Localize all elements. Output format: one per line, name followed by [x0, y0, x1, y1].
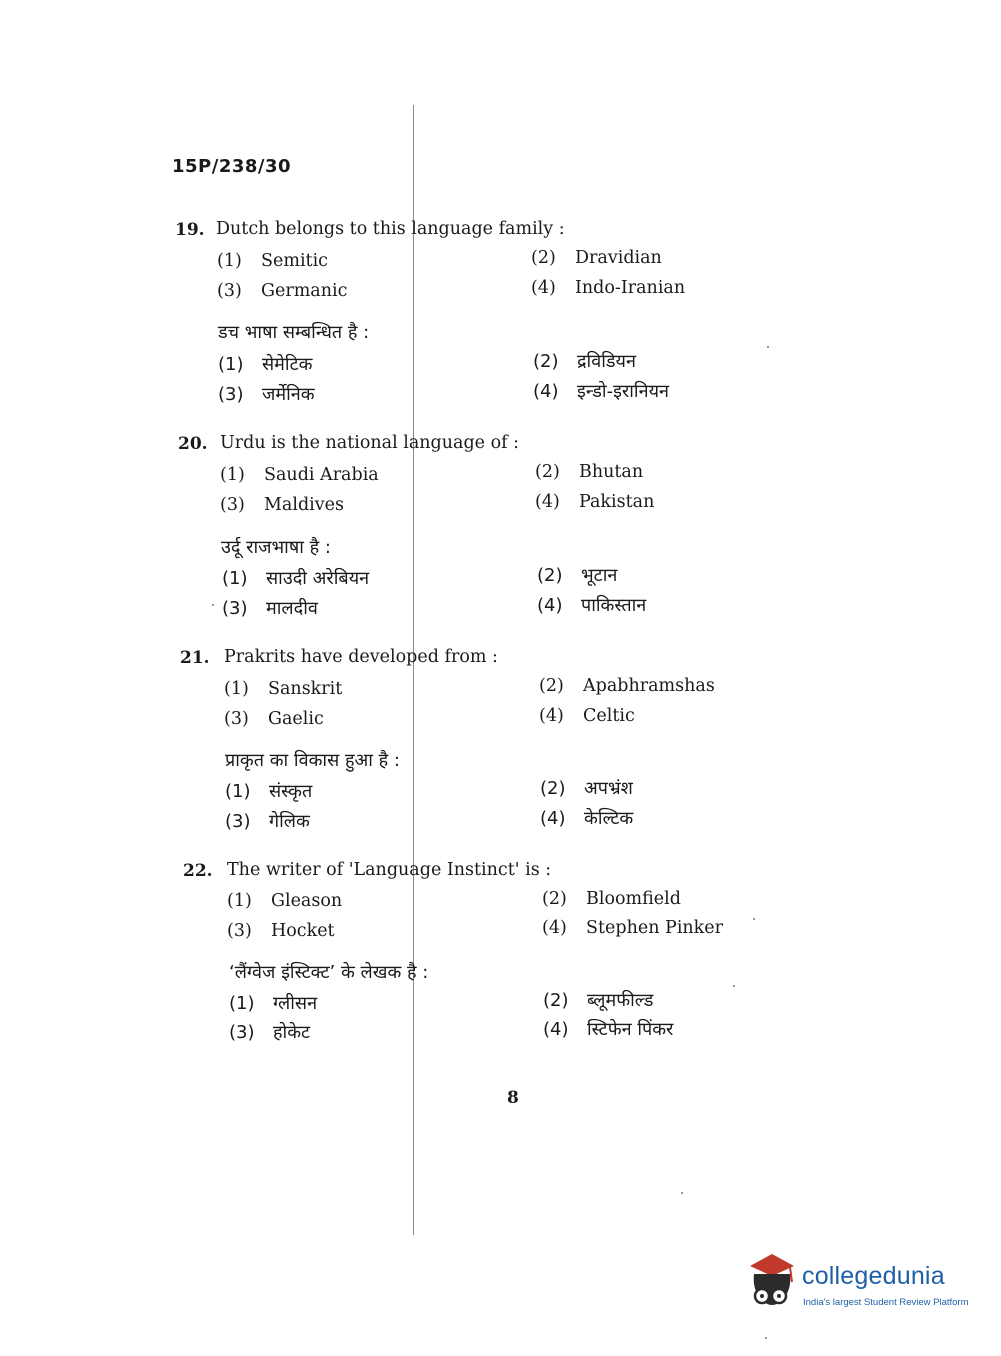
option-hi-2: (2) द्रविडियन — [533, 351, 636, 372]
option-hi-1: (1) संस्कृत — [225, 781, 313, 802]
option-en-2: (2) Bhutan — [535, 462, 644, 482]
option-en-1: (1) Sanskrit — [224, 679, 343, 699]
question-stem-hi: उर्दू राजभाषा है : — [221, 537, 331, 558]
question-stem-en: Dutch belongs to this language family : — [216, 219, 565, 239]
logo-wordmark: collegedunia — [802, 1262, 945, 1290]
collegedunia-logo — [742, 1252, 972, 1314]
page-fold-line — [413, 105, 414, 1235]
option-hi-4: (4) स्टिफेन पिंकर — [543, 1019, 674, 1040]
mascot-icon — [742, 1252, 802, 1314]
question-stem-en: Urdu is the national language of : — [220, 433, 520, 453]
scan-speck — [681, 1192, 683, 1194]
question-number: 22. — [183, 861, 213, 881]
option-en-1: (1) Saudi Arabia — [220, 465, 379, 485]
option-en-4: (4) Celtic — [539, 706, 635, 726]
option-hi-2: (2) अपभ्रंश — [540, 778, 633, 799]
option-hi-3: (3) गेलिक — [225, 811, 310, 832]
scan-speck — [767, 346, 769, 348]
option-en-1: (1) Gleason — [227, 891, 343, 911]
scan-speck — [765, 1337, 767, 1339]
question-stem-en: Prakrits have developed from : — [224, 647, 498, 667]
question-number: 19. — [175, 220, 205, 240]
option-en-3: (3) Gaelic — [224, 709, 324, 729]
option-hi-1: (1) सेमेटिक — [218, 354, 313, 375]
question-stem-hi: डच भाषा सम्बन्धित है : — [218, 322, 370, 343]
option-en-3: (3) Hocket — [227, 921, 335, 941]
option-en-2: (2) Dravidian — [531, 248, 662, 268]
option-en-2: (2) Bloomfield — [542, 889, 681, 909]
option-hi-3: (3) होकेट — [229, 1022, 311, 1043]
option-hi-2: (2) ब्लूमफील्ड — [543, 990, 654, 1011]
question-number: 20. — [178, 434, 208, 454]
option-hi-1: (1) साउदी अरेबियन — [222, 568, 370, 589]
scan-speck — [212, 604, 214, 606]
option-hi-4: (4) इन्डो-इरानियन — [533, 381, 670, 402]
option-hi-4: (4) केल्टिक — [540, 808, 634, 829]
question-number: 21. — [180, 648, 210, 668]
option-en-3: (3) Maldives — [220, 495, 344, 515]
scan-speck — [733, 985, 735, 987]
scan-speck — [753, 918, 755, 920]
option-hi-1: (1) ग्लीसन — [229, 993, 318, 1014]
question-stem-hi: ‘लैंग्वेज इंस्टिक्ट’ के लेखक है : — [229, 962, 429, 983]
option-en-2: (2) Apabhramshas — [539, 676, 715, 696]
option-en-1: (1) Semitic — [217, 251, 328, 271]
logo-tagline: India's largest Student Review Platform — [803, 1297, 969, 1308]
option-hi-2: (2) भूटान — [537, 565, 618, 586]
option-en-4: (4) Stephen Pinker — [542, 918, 724, 938]
option-hi-3: (3) मालदीव — [222, 598, 318, 619]
question-stem-hi: प्राकृत का विकास हुआ है : — [225, 750, 400, 771]
option-en-3: (3) Germanic — [217, 281, 348, 301]
option-en-4: (4) Indo-Iranian — [531, 278, 686, 298]
page-number: 8 — [507, 1088, 519, 1108]
option-en-4: (4) Pakistan — [535, 492, 655, 512]
paper-code: 15P/238/30 — [172, 156, 292, 177]
option-hi-3: (3) जर्मेनिक — [218, 384, 315, 405]
option-hi-4: (4) पाकिस्तान — [537, 595, 647, 616]
question-stem-en: The writer of 'Language Instinct' is : — [227, 860, 552, 880]
